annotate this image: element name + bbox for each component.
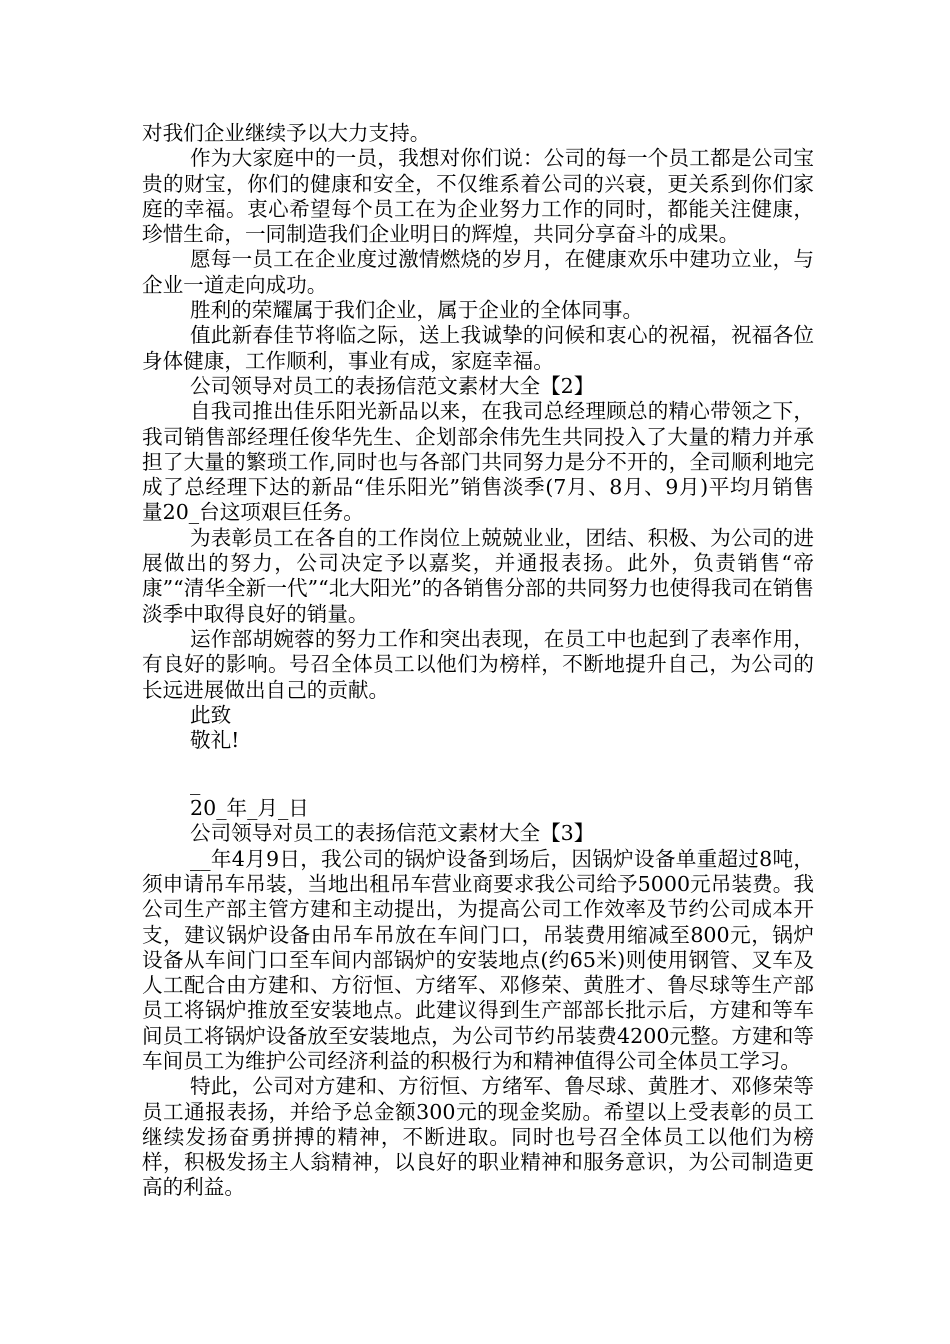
section-heading-3: 公司领导对员工的表扬信范文素材大全【3】 bbox=[190, 821, 595, 846]
paragraph-operations-dept: 运作部胡婉蓉的努力工作和突出表现，在员工中也起到了表率作用，有良好的影响。号召全体员工以他们为榜样，不断地提升自己，为公司的长远进展做出自己的贡献。 bbox=[142, 626, 814, 702]
paragraph-glory: 胜利的荣耀属于我们企业，属于企业的全体同事。 bbox=[190, 298, 644, 323]
paragraph-family-message: 作为大家庭中的一员，我想对你们说：公司的每一个员工都是公司宝贵的财宝，你们的健康和安全，不仅维系着公司的兴衰，更关系到你们家庭的幸福。衷心希望每个员工在为企业努力工作的同时，都能关注健康，珍惜生命，一同制造我们企业明日的辉煌，共同分享奋斗的成果。 bbox=[142, 146, 814, 247]
document-body bbox=[142, 121, 814, 1201]
paragraph-continuation: 对我们企业继续予以大力支持。 bbox=[142, 121, 431, 145]
closing-cizhi: 此致 bbox=[190, 702, 232, 727]
section-heading-2: 公司领导对员工的表扬信范文素材大全【2】 bbox=[190, 373, 595, 398]
paragraph-cash-reward: 特此，公司对方建和、方衍恒、方绪军、鲁尽球、黄胜才、邓修荣等员工通报表扬，并给予总金额300元的现金奖励。希望以上受表彰的员工继续发扬奋勇拼搏的精神，不断进取。同时也号召全体员工以他们为榜样，积极发扬主人翁精神，以良好的职业精神和服务意识，为公司制造更高的利益。 bbox=[142, 1074, 814, 1200]
paragraph-new-product-sales: 自我司推出佳乐阳光新品以来，在我司总经理顾总的精心带领之下，我司销售部经理任俊华先生、企划部余伟先生共同投入了大量的精力并承担了大量的繁琐工作,同时也与各部门共同努力是分不开的，全司顺利地完成了总经理下达的新品“佳乐阳光”销售淡季(7月、8月、9月)平均月销售量20_台这项艰巨任务。 bbox=[142, 399, 814, 525]
paragraph-commendation: 为表彰员工在各自的工作岗位上兢兢业业，团结、积极、为公司的进展做出的努力，公司决定予以嘉奖，并通报表扬。此外，负责销售“帝康”“清华全新一代”“北大阳光”的各销售分部的共同努力也使得我司在销售淡季中取得良好的销量。 bbox=[142, 525, 814, 626]
paragraph-wish-success: 愿每一员工在企业度过激情燃烧的岁月，在健康欢乐中建功立业，与企业一道走向成功。 bbox=[142, 247, 814, 297]
paragraph-boiler-installation: __年4月9日，我公司的锅炉设备到场后，因锅炉设备单重超过8吨，须申请吊车吊装，当地出租吊车营业商要求我公司给予5000元吊装费。我公司生产部主管方建和主动提出，为提高公司工作效率及节约公司成本开支，建议锅炉设备由吊车吊放在车间门口，吊装费用缩减至800元，锅炉设备从车间门口至车间内部锅炉的安装地点(约65米)则使用钢管、叉车及人工配合由方建和、方衍恒、方绪军、邓修荣、黄胜才、鲁尽球等生产部员工将锅炉推放至安装地点。此建议得到生产部部长批示后，方建和等车间员工将锅炉设备放至安装地点，为公司节约吊装费4200元整。方建和等车间员工为维护公司经济利益的积极行为和精神值得公司全体员工学习。 bbox=[142, 846, 814, 1073]
closing-jingli: 敬礼! bbox=[190, 728, 240, 753]
date-line: 20_年_月_日 bbox=[190, 796, 309, 821]
paragraph-new-year-greeting: 值此新春佳节将临之际，送上我诚挚的问候和衷心的祝福，祝福各位身体健康，工作顺利，事业有成，家庭幸福。 bbox=[142, 323, 814, 373]
signature-line: _ bbox=[190, 770, 201, 795]
